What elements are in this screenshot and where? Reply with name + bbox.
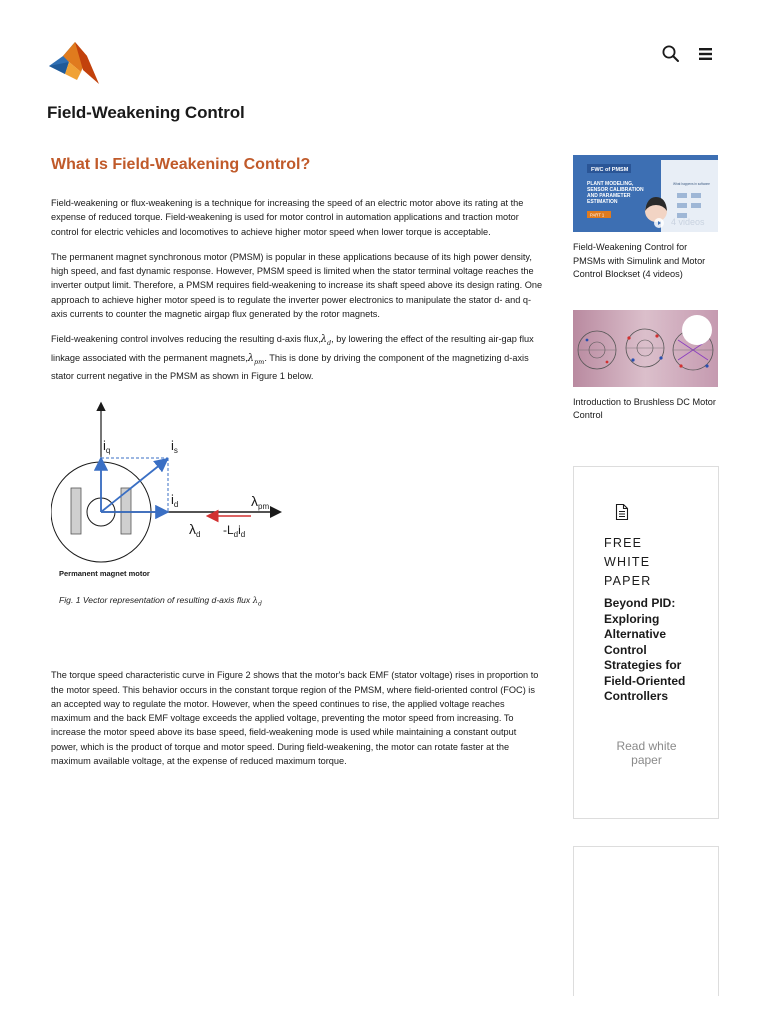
svg-text:PART 1: PART 1 bbox=[590, 212, 605, 218]
paragraph-pmsm: The permanent magnet synchronous motor (PMSM) is popular in these applications because of its high power density, high speed, and fast dynamic response. However, PMSM speed is limited when the stator terminal voltage reaches the inverter output limit. Therefore, a PMSM requires field-weakening to increase its shaft speed above its design rating. One approach to achieve higher motor speed is to regulate the inverter power electronics to manipulate the stator d- and q-axis currents to counter the magnetic airgap flux generated by the rotor magnets. bbox=[51, 251, 543, 320]
whitepaper-title[interactable]: Beyond PID: Exploring Alternative Control Strategies for Field-Oriented Controllers bbox=[604, 596, 686, 703]
site-header bbox=[0, 0, 768, 140]
video-thumbnail-bldc[interactable] bbox=[573, 310, 718, 387]
label-ld-id: $-L_di_d$ bbox=[223, 523, 246, 540]
figure-1-vector-diagram bbox=[51, 398, 291, 628]
vector-diagram-svg bbox=[51, 398, 291, 588]
video-link-bldc[interactable]: Introduction to Brushless DC Motor Control bbox=[573, 396, 716, 421]
label-lambda-d: $\lambda_d$ bbox=[189, 521, 201, 540]
paragraph-intro: Field-weakening or flux-weakening is a technique for increasing the speed of an electric motor above its rating at the expense of reduced torque. Field-weakening is used for motor control in automation applications and traction motor control for electric vehicles and locomotives to achieve higher motor speed when lower torque is acceptable. bbox=[51, 198, 524, 237]
article-body bbox=[51, 155, 545, 779]
svg-text:PLANT MODELING, SENSOR: PLANT MODELING, SENSOR CALIBRATION AND PARAMETER ESTIMATION bbox=[587, 181, 644, 205]
sidebar bbox=[573, 155, 719, 767]
svg-text:What happens in software: What happens in software bbox=[673, 182, 710, 186]
paragraph-torque-speed: The torque speed characteristic curve in Figure 2 shows that the motor's back EMF (stator voltage) rises in proportion to the motor speed. This behavior occurs in the constant torque region of the PMSM, where field-oriented control (FOC) is an accepted way to regulate the motor. However, when the speed continues to rise, the applied voltage reaches maximum and the back EMF voltage exceeds the applied voltage, preventing the motor speed from increasing. To increase the motor speed above its base speed, field-weakening mode is used while maintaining a constant output power, which is the product of torque and motor speed. During field-weakening, the motor can rotate faster at the maximum available voltage, at the expense of reduced maximum torque. bbox=[51, 670, 539, 767]
paragraph-d-axis-flux bbox=[51, 332, 545, 383]
document-icon bbox=[613, 503, 631, 521]
label-iq: $i_q$ bbox=[103, 438, 111, 456]
para3-text-1: Field-weakening control involves reducing the resulting d-axis flux, bbox=[51, 334, 321, 345]
lambda-pm-symbol: $\lambda_{pm}$ bbox=[247, 352, 265, 366]
figure-caption: Fig. 1 Vector representation of resulting d-axis flux $\lambda_d$ bbox=[59, 595, 262, 608]
label-id: $i_d$ bbox=[171, 492, 179, 510]
whitepaper-card bbox=[573, 466, 719, 819]
label-is: $i_s$ bbox=[171, 438, 178, 456]
svg-text:FWC of PMSM: FWC of PMSM bbox=[591, 167, 629, 173]
video-link-fwc-pmsm[interactable]: Field-Weakening Control for PMSMs with Simulink and Motor Control Blockset (4 videos) bbox=[573, 242, 706, 280]
matlab-logo-icon[interactable] bbox=[47, 40, 101, 88]
video-thumbnail-fwc-pmsm[interactable] bbox=[573, 155, 718, 232]
read-whitepaper-link[interactable]: Read white paper bbox=[616, 739, 677, 767]
page-title: Field-Weakening Control bbox=[47, 103, 245, 122]
label-lambda-pm: $\lambda_{pm}$ bbox=[251, 493, 270, 512]
label-motor: Permanent magnet motor bbox=[59, 569, 150, 579]
svg-text:4 videos: 4 videos bbox=[671, 217, 705, 227]
search-icon[interactable] bbox=[660, 44, 682, 64]
para3-text-3: . This is done by driving the component of the magnetizing d-axis stator current negative in the PMSM as shown in Figure 1 below. bbox=[51, 352, 529, 381]
lambda-d-symbol: $\lambda_d$ bbox=[320, 334, 332, 348]
para3-text-2: , by lowering the effect of the resulting air-gap flux linkage associated with the permanent magnets, bbox=[51, 334, 534, 363]
menu-icon[interactable] bbox=[696, 45, 716, 63]
article-heading: What Is Field-Weakening Control? bbox=[51, 156, 311, 173]
sidebar-placeholder-card bbox=[573, 846, 719, 996]
whitepaper-label: FREE WHITE PAPER bbox=[604, 536, 652, 588]
